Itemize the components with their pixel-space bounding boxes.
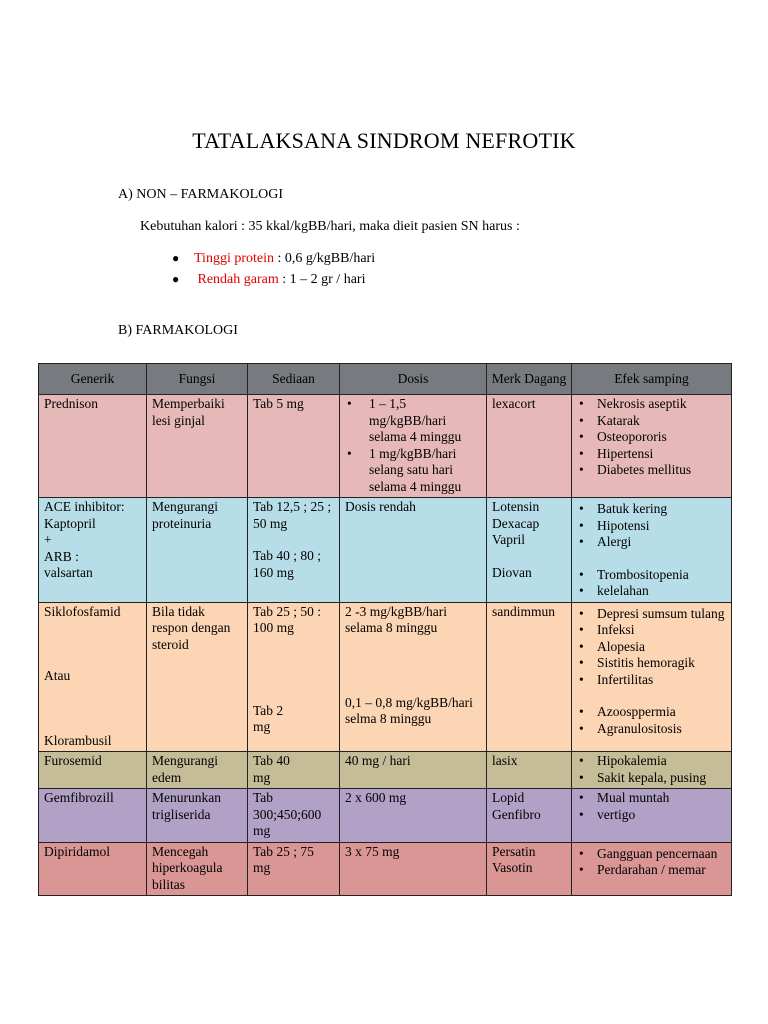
drug-table (38, 363, 732, 896)
list-item: • kelelahan (577, 583, 726, 600)
sediaan-line: Tab 2 mg (253, 702, 284, 734)
list-item: • Osteopororis (577, 429, 726, 446)
cell-sediaan: Tab 40 mg (248, 752, 340, 789)
sediaan-line: Tab 40 ; 80 ; 160 mg (253, 548, 322, 580)
generik-line: Siklofosfamid (44, 603, 121, 619)
cell-fungsi: Memperbaiki lesi ginjal (147, 395, 248, 498)
cell-sediaan: Tab 300;450;600 mg (248, 789, 340, 843)
cell-fungsi: Bila tidak respon dengan steroid (147, 602, 248, 752)
cell-dosis: 2 x 600 mg (340, 789, 487, 843)
section-b-heading: B) FARMAKOLOGI (118, 323, 238, 338)
list-item: • 1 – 1,5 mg/kgBB/hari selama 4 minggu (345, 396, 481, 446)
kalori-text: Kebutuhan kalori : 35 kkal/kgBB/hari, maka dieit pasien SN harus : (140, 219, 520, 234)
header-dosis: Dosis (340, 364, 487, 395)
cell-merk (487, 498, 572, 603)
cell-generik: Gemfibrozill (39, 789, 147, 843)
cell-sediaan: Tab 5 mg (248, 395, 340, 498)
table-row (39, 752, 732, 789)
list-item: • Agranulositosis (577, 721, 726, 738)
cell-dosis (340, 395, 487, 498)
section-a-heading: A) NON – FARMAKOLOGI (118, 187, 284, 202)
cell-dosis: 40 mg / hari (340, 752, 487, 789)
cell-fungsi: Menurunkan trigliserida (147, 789, 248, 843)
bullet-label: Rendah garam (194, 272, 279, 287)
cell-sediaan: Tab 25 ; 75 mg (248, 842, 340, 896)
cell-merk: lexacort (487, 395, 572, 498)
cell-dosis: Dosis rendah (340, 498, 487, 603)
cell-fungsi: Mencegah hiperkoagula bilitas (147, 842, 248, 896)
table-header-row (39, 364, 732, 395)
table-row (39, 842, 732, 896)
merk-line: Lotensin (492, 499, 540, 514)
list-item: • Mual muntah (577, 790, 726, 807)
cell-efek (572, 842, 732, 896)
list-item: • Nekrosis aseptik (577, 396, 726, 413)
generik-line: Kaptopril (44, 515, 96, 531)
bullet-garam (172, 272, 365, 288)
table-row (39, 498, 732, 603)
list-item: • Infertilitas (577, 672, 726, 689)
dosis-line: 2 -3 mg/kgBB/hari selama 8 minggu (345, 603, 447, 635)
cell-dosis (340, 602, 487, 752)
cell-efek (572, 395, 732, 498)
bullet-value: : 0,6 g/kgBB/hari (274, 251, 376, 266)
list-item: • Hipertensi (577, 446, 726, 463)
list-item: • Gangguan pencernaan (577, 846, 726, 863)
header-sediaan: Sediaan (248, 364, 340, 395)
cell-sediaan (248, 498, 340, 603)
cell-merk: lasix (487, 752, 572, 789)
header-merk: Merk Dagang (487, 364, 572, 395)
cell-generik: Dipiridamol (39, 842, 147, 896)
bullet-dot-icon: ● (172, 251, 180, 265)
list-item: • Depresi sumsum tulang (577, 606, 726, 623)
dosis-line: 0,1 – 0,8 mg/kgBB/hari selma 8 minggu (345, 694, 473, 726)
generik-line: ARB : (44, 548, 79, 564)
list-item: • Hipotensi (577, 518, 726, 535)
merk-line: Diovan (492, 564, 532, 580)
cell-efek (572, 498, 732, 603)
cell-efek (572, 752, 732, 789)
list-item: • Infeksi (577, 622, 726, 639)
header-generik: Generik (39, 364, 147, 395)
cell-generik (39, 602, 147, 752)
list-item: • vertigo (577, 807, 726, 824)
generik-line: valsartan (44, 565, 93, 580)
list-item: • Katarak (577, 413, 726, 430)
cell-dosis: 3 x 75 mg (340, 842, 487, 896)
generik-line: ACE inhibitor: (44, 499, 125, 514)
table-row (39, 602, 732, 752)
list-item: • Sistitis hemoragik (577, 655, 726, 672)
table-row (39, 789, 732, 843)
list-item: • Azoosppermia (577, 704, 726, 721)
merk-line: Vapril (492, 532, 525, 547)
cell-fungsi: Mengurangi proteinuria (147, 498, 248, 603)
bullet-protein (172, 251, 375, 267)
list-item: • Diabetes mellitus (577, 462, 726, 479)
cell-efek (572, 789, 732, 843)
list-item: • Sakit kepala, pusing (577, 770, 726, 787)
header-efek: Efek samping (572, 364, 732, 395)
list-item: • Alergi (577, 534, 726, 551)
bullet-label: Tinggi protein (194, 251, 274, 266)
list-item: • Alopesia (577, 639, 726, 656)
cell-merk: Persatin Vasotin (487, 842, 572, 896)
bullet-value: : 1 – 2 gr / hari (278, 272, 366, 287)
list-item: • Perdarahan / memar (577, 862, 726, 879)
cell-efek (572, 602, 732, 752)
table-row (39, 395, 732, 498)
cell-generik: Prednison (39, 395, 147, 498)
list-item: • 1 mg/kgBB/hari selang satu hari selama 4 minggu (345, 446, 481, 496)
cell-sediaan (248, 602, 340, 752)
page-title: TATALAKSANA SINDROM NEFROTIK (192, 128, 576, 153)
cell-fungsi: Mengurangi edem (147, 752, 248, 789)
generik-line: Atau (44, 668, 71, 683)
sediaan-line: Tab 12,5 ; 25 ; 50 mg (253, 499, 332, 531)
merk-line: Dexacap (492, 515, 540, 531)
sediaan-line: Tab 25 ; 50 : 100 mg (253, 603, 322, 635)
list-item: • Trombositopenia (577, 567, 726, 584)
header-fungsi: Fungsi (147, 364, 248, 395)
list-item: • Hipokalemia (577, 753, 726, 770)
cell-merk: Lopid Genfibro (487, 789, 572, 843)
cell-generik (39, 498, 147, 603)
generik-line: + (44, 532, 52, 547)
list-item: • Batuk kering (577, 501, 726, 518)
cell-merk: sandimmun (487, 602, 572, 752)
cell-generik: Furosemid (39, 752, 147, 789)
bullet-dot-icon: ● (172, 272, 180, 286)
generik-line: Klorambusil (44, 732, 112, 748)
